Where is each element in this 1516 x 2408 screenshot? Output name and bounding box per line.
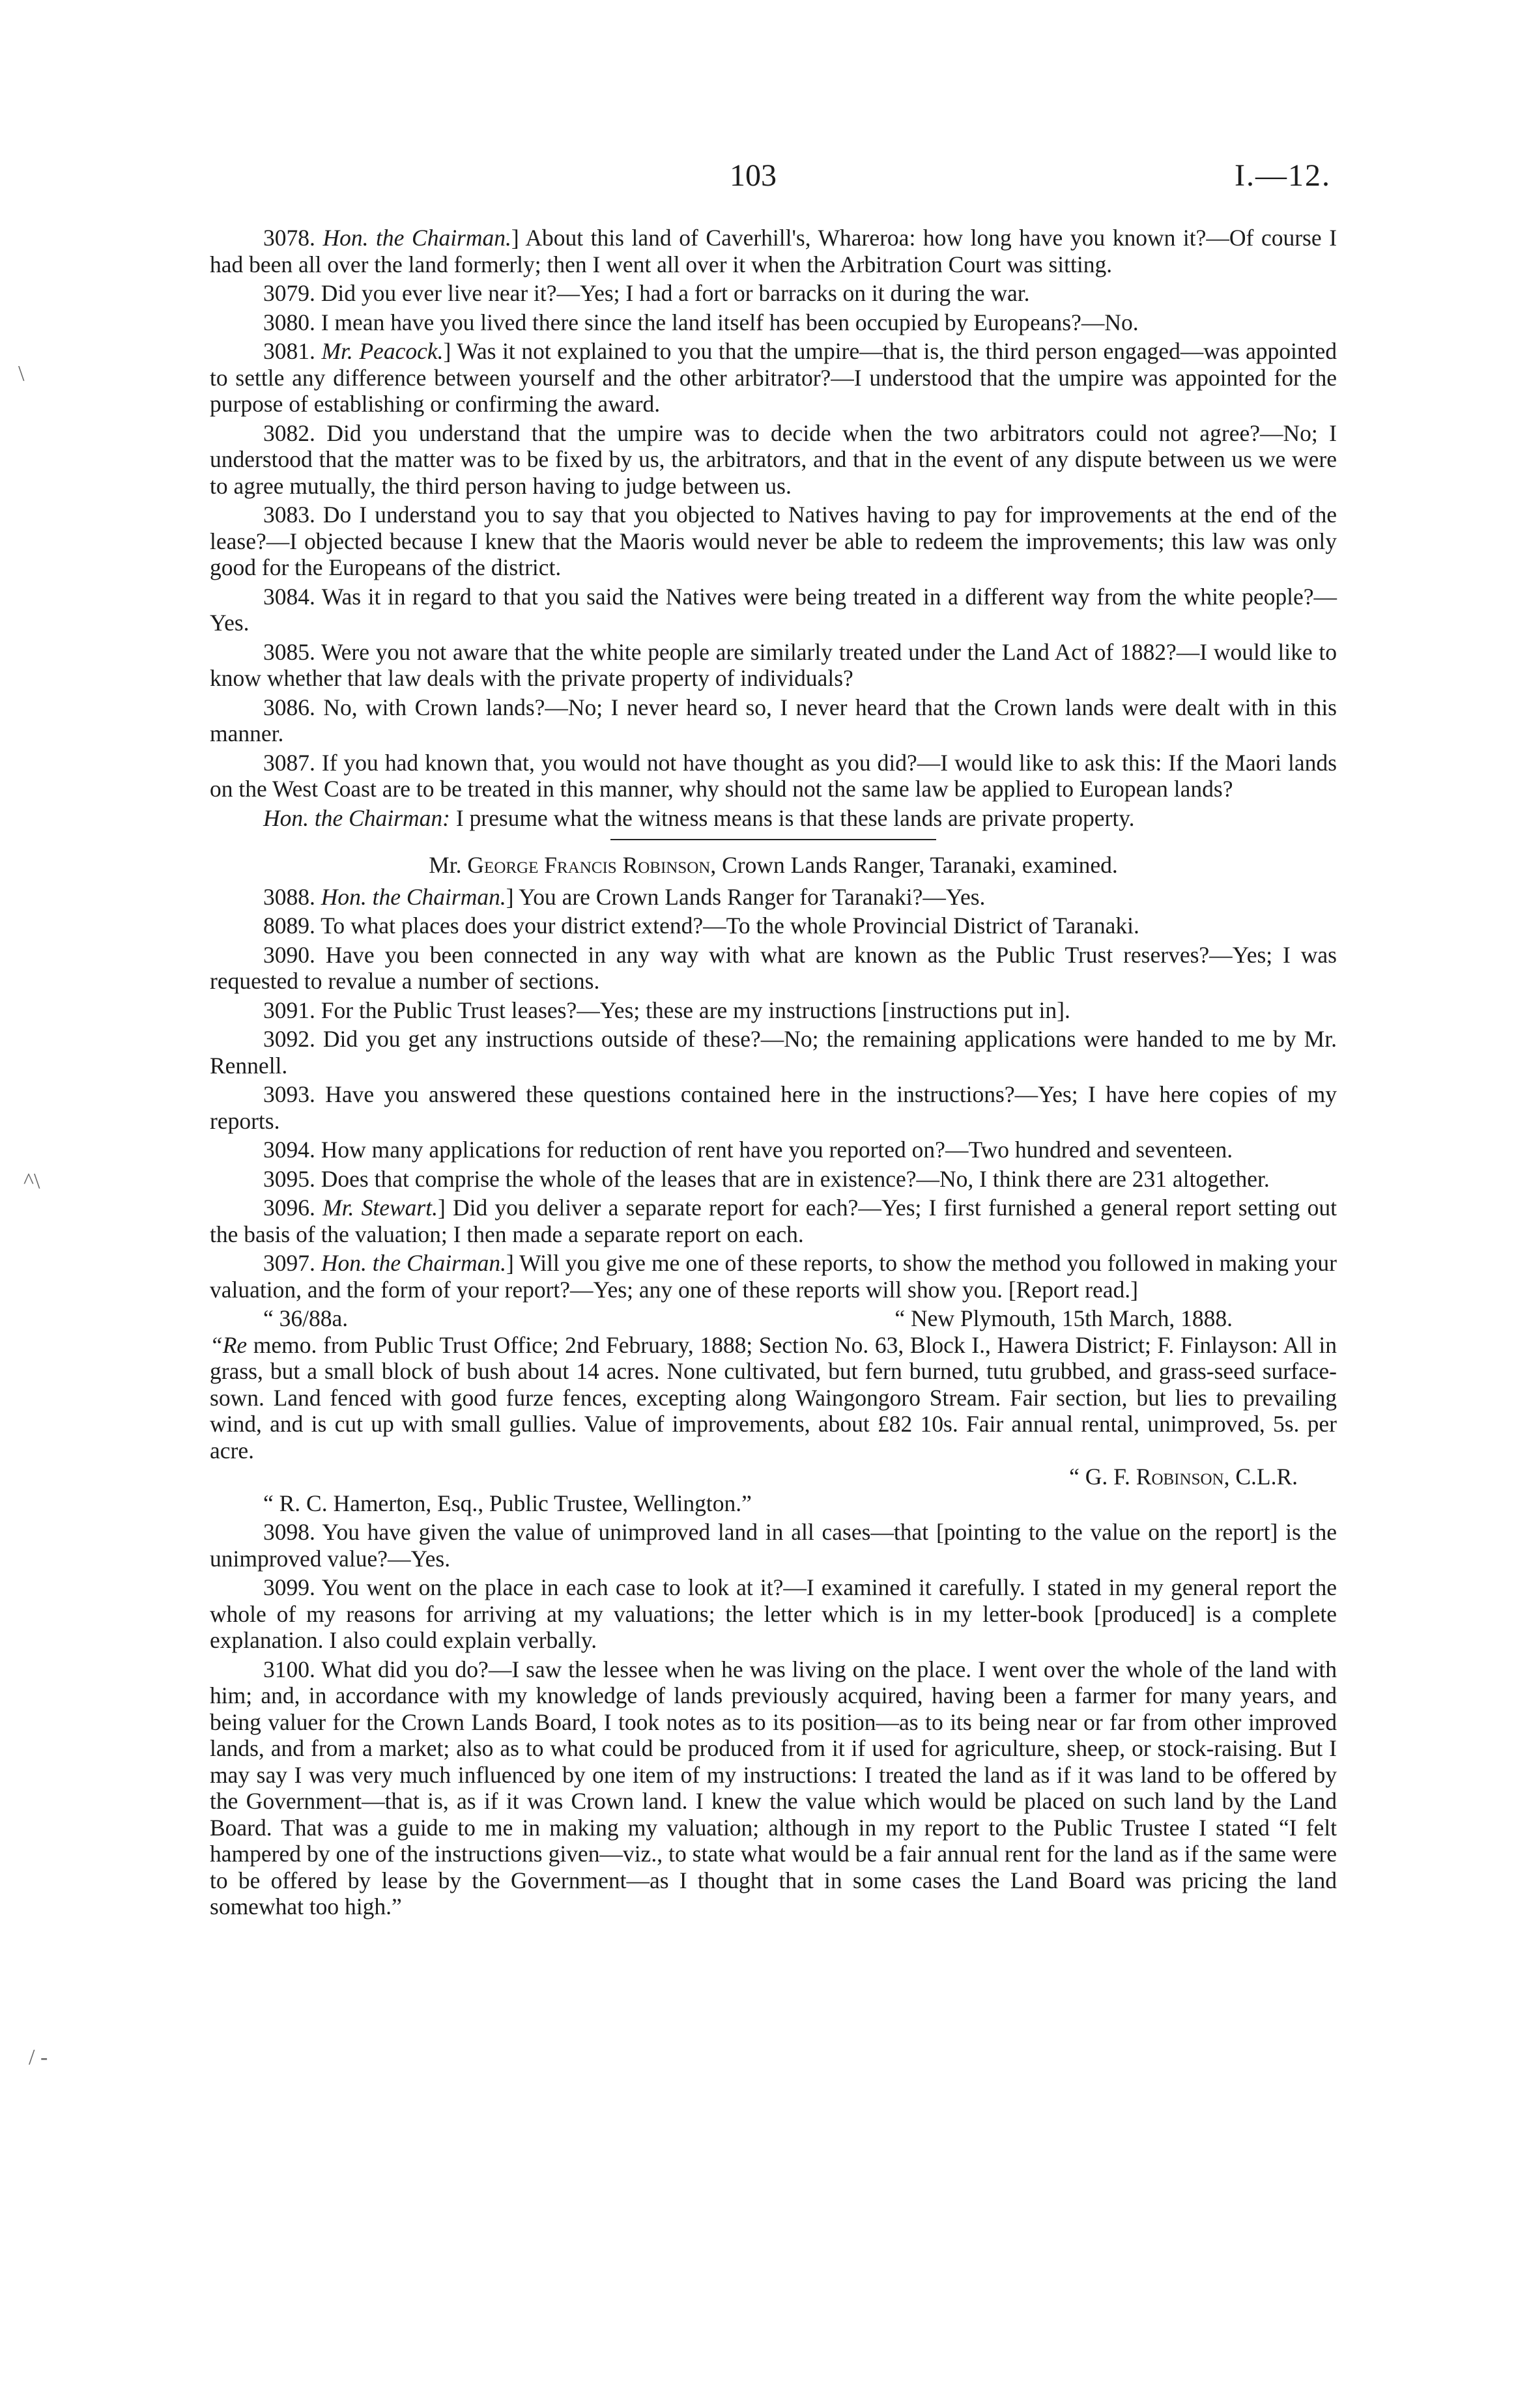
report-addressee: “ R. C. Hamerton, Esq., Public Trustee, Wellington.” <box>263 1490 752 1516</box>
question-3091: 3091. For the Public Trust leases?—Yes; these are my instructions [instructions put in]. <box>263 997 1070 1023</box>
document-body <box>210 225 1337 1920</box>
question-3080: 3080. I mean have you lived there since the land itself has been occupied by Europeans?—No. <box>263 309 1139 335</box>
question-3088: 3088. Hon. the Chairman.] You are Crown Lands Ranger for Taranaki?—Yes. <box>263 883 986 910</box>
question-3083: 3083. Do I understand you to say that you objected to Natives having to pay for improvements at the end of the lease?—I objected because I knew that the Maoris would never be able to redeem the improvements; this law was only good for the Europeans of the district. <box>210 502 1337 580</box>
question-3085: 3085. Were you not aware that the white people are similarly treated under the Land Act of 1882?—I would like to know whether that law deals with the private property of individuals? <box>210 638 1337 691</box>
question-3086: 3086. No, with Crown lands?—No; I never heard so, I never heard that the Crown lands were dealt with in this manner. <box>210 694 1337 746</box>
question-3093: 3093. Have you answered these questions contained here in the instructions?—Yes; I have here copies of my reports. <box>210 1081 1337 1134</box>
speaker-label: Hon. the Chairman: <box>263 804 450 831</box>
question-3094: 3094. How many applications for reduction of rent have you reported on?—Two hundred and seventeen. <box>263 1137 1233 1163</box>
speaker-label: Hon. the Chairman. <box>322 225 511 251</box>
question-3079: 3079. Did you ever live near it?—Yes; I had a fort or barracks on it during the war. <box>263 280 1030 306</box>
question-3090: 3090. Have you been connected in any way with what are known as the Public Trust reserves?—Yes; I was requested to revalue a number of sections. <box>210 941 1337 994</box>
report-place-date: “ New Plymouth, 15th March, 1888. <box>894 1305 1233 1331</box>
margin-mark: \ <box>18 361 25 386</box>
speaker-label: Mr. Stewart. <box>322 1195 438 1221</box>
report-signature-row <box>210 1464 1337 1490</box>
speaker-label: Hon. the Chairman. <box>321 1250 506 1276</box>
question-3098: 3098. You have given the value of unimproved land in all cases—that [pointing to the value on the report] is the unimproved value?—Yes. <box>210 1519 1337 1572</box>
margin-mark: ^\ <box>23 1169 40 1193</box>
speaker-label: Hon. the Chairman. <box>321 883 506 910</box>
question-3100: 3100. What did you do?—I saw the lessee when he was living on the place. I went over the whole of the land with him; and, in accordance with my knowledge of lands previously acquired, having been a farmer for many years, and being valuer for the Crown Lands Board, I took notes as to its position—as to its being near or far from other improved lands, and from a market; also as to what could be produced from it if used for agriculture, sheep, or stock-raising. But I may say I was very much influenced by one item of my instructions: I treated the land as if it was land to be offered by the Government—that is, as if it was Crown land. I knew the value which would be placed on such land by the Land Board. That was a guide to me in making my valuation; although in my report to the Public Trustee I stated “I felt hampered by one of the instructions given—viz., to state what would be a fair annual rent for the land as if the same were to be offered by lease by the Government—as I thought that in some cases the Land Board was pricing the land somewhat too high.” <box>210 1656 1337 1919</box>
page-header <box>0 158 1516 197</box>
report-header-row <box>210 1305 1337 1332</box>
question-3099: 3099. You went on the place in each case to look at it?—I examined it carefully. I stated in my general report the whole of my reasons for arriving at my valuations; the letter which is in my letter-book [produced] is a complete explanation. I also could explain verbally. <box>210 1574 1337 1653</box>
question-3087: 3087. If you had known that, you would not have thought as you did?—I would like to ask this: If the Maori lands on the West Coast are to be treated in this manner, why should not the same law be applied to European lands? <box>210 749 1337 802</box>
section-divider <box>610 839 936 840</box>
document-reference: I.—12. <box>1235 158 1331 193</box>
speaker-label: Mr. Peacock. <box>321 338 444 364</box>
question-3078: 3078. Hon. the Chairman.] About this land of Caverhill's, Whareroa: how long have you known it?—Of course I had been all over the land formerly; then I went all over it when the Arbitration Court was sitting. <box>210 225 1337 277</box>
witness-heading: Mr. George Francis Robinson, Crown Lands Ranger, Taranaki, examined. <box>429 852 1118 878</box>
chairman-remark: Hon. the Chairman: I presume what the witness means is that these lands are private property. <box>263 804 1135 831</box>
question-3095: 3095. Does that comprise the whole of the leases that are in existence?—No, I think there are 231 altogether. <box>263 1165 1270 1192</box>
question-3097: 3097. Hon. the Chairman.] Will you give me one of these reports, to show the method you followed in making your valuation, and the form of your report?—Yes; any one of these reports will show you. [Report read.] <box>210 1250 1337 1303</box>
question-3092: 3092. Did you get any instructions outside of these?—No; the remaining applications were handed to me by Mr. Rennell. <box>210 1026 1337 1079</box>
question-3082: 3082. Did you understand that the umpire was to decide when the two arbitrators could not agree?—No; I understood that the matter was to be fixed by us, the arbitrators, and that in the event of any dispute between us we were to agree mutually, the third person having to judge between us. <box>210 419 1337 499</box>
margin-mark: / - <box>29 2045 48 2069</box>
question-3096: 3096. Mr. Stewart.] Did you deliver a separate report for each?—Yes; I first furnished a general report setting out the basis of the valuation; I then made a separate report on each. <box>210 1195 1337 1247</box>
report-signature: “ G. F. Robinson, C.L.R. <box>1069 1464 1298 1490</box>
report-body: “Re memo. from Public Trust Office; 2nd February, 1888; Section No. 63, Block I., Hawera District; F. Finlayson: All in grass, but a small block of bush about 14 acres. None cultivated, but fern burned, tutu grubbed, and grass-seed surface-sown. Land fenced with good furze fences, excepting along Waingongoro Stream. Fair section, but lies to prevailing wind, and is cut up with small gullies. Value of improvements, about £82 10s. Fair annual rental, unimproved, 5s. per acre. <box>210 1331 1337 1464</box>
page-number: 103 <box>730 158 777 193</box>
question-3084: 3084. Was it in regard to that you said the Natives were being treated in a different way from the white people?—Yes. <box>210 583 1337 636</box>
question-3089: 8089. To what places does your district extend?—To the whole Provincial District of Taranaki. <box>263 913 1139 939</box>
report-reference: “ 36/88a. <box>263 1305 349 1331</box>
question-3081: 3081. Mr. Peacock.] Was it not explained to you that the umpire—that is, the third person engaged—was appointed to settle any difference between yourself and the other arbitrator?—I understood that the umpire was appointed for the purpose of establishing or confirming the award. <box>210 338 1337 417</box>
